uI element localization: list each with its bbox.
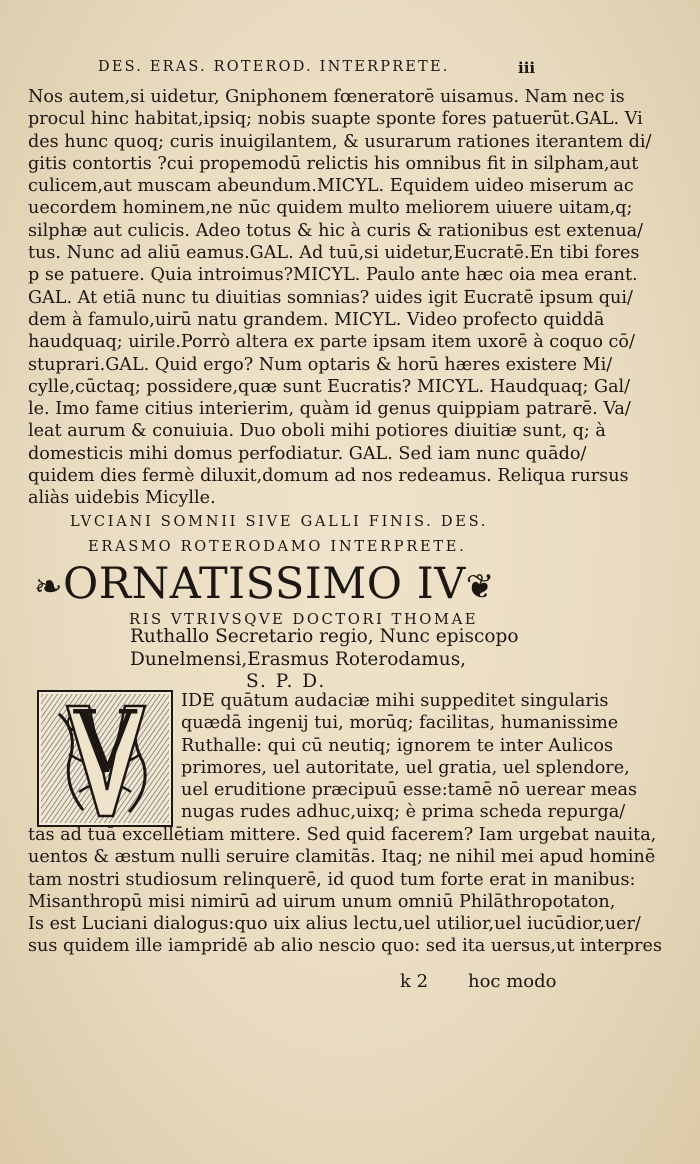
colophon-line-1: LVCIANI SOMNII SIVE GALLI FINIS. DES.: [70, 513, 489, 530]
text-line: cylle,cūctaq; possidere,quæ sunt Eucratis? MICYL. Haudquaq; Gal/: [28, 376, 631, 397]
colophon-line-2: ERASMO ROTERODAMO INTERPRETE.: [88, 538, 467, 555]
text-line: tus. Nunc ad aliū eamus.GAL. Ad tuū,si uidetur,Eucratē.En tibi fores: [28, 243, 640, 264]
text-line: aliàs uidebis Micylle.: [28, 488, 216, 509]
text-line: domesticis mihi domus perfodiatur. GAL. Sed iam nunc quādo/: [28, 443, 587, 464]
text-line: Nos autem,si uidetur, Gniphonem fœneratorē uisamus. Nam nec is: [28, 87, 625, 107]
text-line: Ruthalle: qui cū neutiq; ignorem te inter Aulicos: [181, 735, 613, 756]
text-line: leat aurum & conuiuia. Duo oboli mihi potiores diuitiæ sunt, q; à: [28, 421, 606, 442]
dedication-line-2: RIS VTRIVSQVE DOCTORI THOMAE: [129, 611, 479, 628]
dedication-line-3: Ruthallo Secretario regio, Nunc episcopo: [130, 626, 519, 647]
text-line: le. Imo fame citius interierim, quàm id genus quippiam patrarē. Va/: [28, 399, 631, 420]
text-line: culicem,aut muscam abeundum.MICYL. Equidem uideo miserum ac: [28, 176, 634, 197]
text-line: tam nostri studiosum relinquerē, id quod tum forte erat in manibus:: [28, 869, 636, 890]
text-line: GAL. At etiā nunc tu diuitias somnias? uides igit Eucratē ipsum qui/: [28, 287, 633, 308]
dedication-title-text: ORNATISSIMO IV: [63, 559, 466, 609]
top-text-block: [28, 86, 652, 510]
text-line: uentos & æstum nulli seruire clamitās. Itaq; ne nihil mei apud hominē: [28, 847, 656, 868]
running-head: DES. ERAS. ROTEROD. INTERPRETE.: [98, 59, 450, 75]
folio-number: iii: [518, 59, 536, 77]
dedication-title: [34, 558, 554, 613]
text-line: silphæ aut culicis. Adeo totus & hic à curis & rationibus est extenua/: [28, 220, 644, 241]
text-line: haudquaq; uirile.Porrò altera ex parte ipsam item uxorē à coquo cō/: [28, 332, 635, 353]
initial-letter: V: [73, 693, 137, 793]
body-text-block: [28, 824, 662, 958]
text-line: procul hinc habitat,ipsiq; nobis suapte sponte fores patuerūt.GAL. Vi: [28, 109, 643, 130]
text-line: stuprari.GAL. Quid ergo? Num optaris & horū hæres existere Mi/: [28, 354, 613, 375]
text-line: p se patuere. Quia introimus?MICYL. Paulo ante hæc oia mea erant.: [28, 265, 638, 286]
signature-mark: k 2: [400, 971, 429, 992]
text-line: tas ad tuā excellētiam mittere. Sed quid facerem? Iam urgebat nauita,: [28, 825, 657, 845]
dedication-salutation: S. P. D.: [246, 671, 327, 692]
text-line: des hunc quoq; curis inuigilantem, & usurarum rationes iterantem di/: [28, 131, 652, 152]
text-line: Is est Luciani dialogus:quo uix alius lectu,uel utilior,uel iucūdior,uer/: [28, 914, 641, 935]
text-line: sus quidem ille iampridē ab alio nescio quo: sed ita uersus,ut interpres: [28, 936, 662, 957]
text-line: quædā ingenij tui, morūq; facilitas, humanissime: [181, 713, 619, 734]
fleuron-right-icon: ❦: [465, 567, 495, 607]
indented-text-block: [181, 690, 638, 824]
text-line: uecordem hominem,ne nūc quidem multo meliorem uiuere uitam,q;: [28, 198, 633, 219]
text-line: nugas rudes adhuc,uixq; è prima scheda repurga/: [181, 802, 626, 823]
text-line: primores, uel autoritate, uel gratia, uel splendore,: [181, 757, 630, 778]
woodcut-initial-v: [37, 690, 173, 827]
text-line: dem à famulo,uirū natu grandem. MICYL. Video profecto quiddā: [28, 309, 605, 330]
fleuron-left-icon: ❧: [34, 567, 63, 607]
text-line: gitis contortis ?cui propemodū relictis his omnibus fit in silpham,aut: [28, 153, 639, 174]
catchword: hoc modo: [468, 971, 557, 992]
text-line: quidem dies fermè diluxit,domum ad nos redeamus. Reliqua rursus: [28, 466, 629, 487]
text-line: Misanthropū misi nimirū ad uirum unum omniū Philāthropotaton,: [28, 891, 616, 912]
dedication-line-4: Dunelmensi,Erasmus Roterodamus,: [130, 649, 467, 670]
text-line: IDE quātum audaciæ mihi suppeditet singularis: [181, 691, 609, 711]
text-line: uel eruditione præcipuū esse:tamē nō uerear meas: [181, 780, 638, 801]
